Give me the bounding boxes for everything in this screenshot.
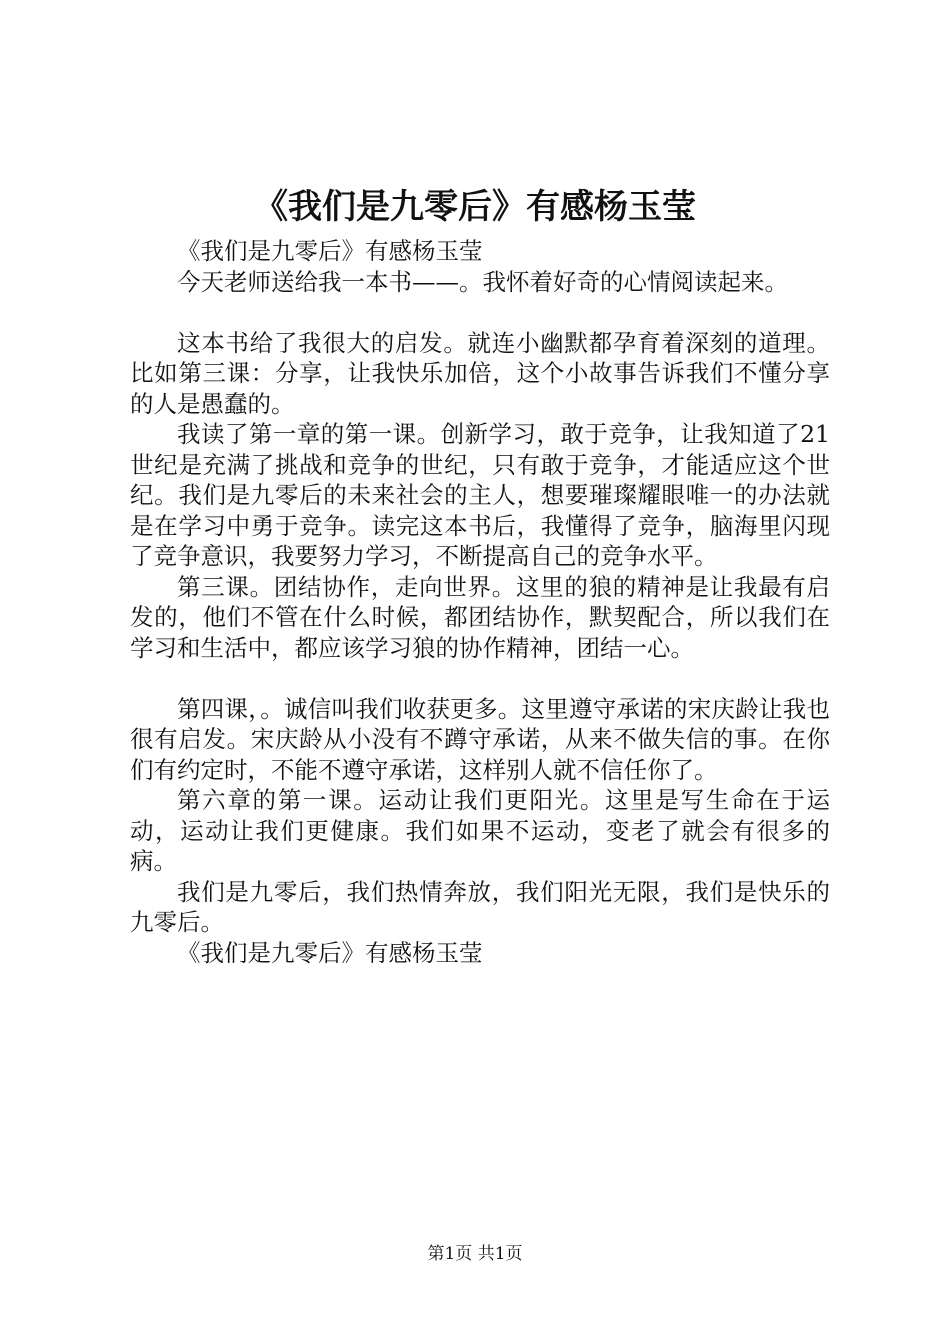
paragraph-integrity: 第四课，。诚信叫我们收获更多。这里遵守承诺的宋庆龄让我也很有启发。宋庆龄从小没有不蹲守承诺，从来不做失信的事。在你们有约定时，不能不遵守承诺，这样别人就不信任你了。 [130,694,830,784]
paragraph-spacer [130,297,830,328]
paragraph-exercise: 第六章的第一课。运动让我们更阳光。这里是写生命在于运动，运动让我们更健康。我们如果不运动，变老了就会有很多的病。 [130,786,830,875]
page-title: 《我们是九零后》有感杨玉莹 [254,187,696,227]
page-footer: 第1页 共1页 [427,1244,523,1264]
paragraph-competition: 我读了第一章的第一课。创新学习，敢于竞争，让我知道了21世纪是充满了挑战和竞争的世纪，只有敢于竞争，才能适应这个世纪。我们是九零后的未来社会的主人，想要璀璨耀眼唯一的办法就是在学习中勇于竞争。读完这本书后，我懂得了竞争，脑海里闪现了竞争意识，我要努力学习，不断提高自己的竞争水平。 [130,420,830,570]
paragraph-spacer [130,663,830,694]
document-body [130,236,830,968]
paragraph-conclusion: 我们是九零后，我们热情奔放，我们阳光无限，我们是快乐的九零后。 [130,877,830,936]
paragraph-repeat-title: 《我们是九零后》有感杨玉莹 [177,237,483,265]
paragraph-teamwork: 第三课。团结协作，走向世界。这里的狼的精神是让我最有启发的，他们不管在什么时候，都团结协作，默契配合，所以我们在学习和生活中，都应该学习狼的协作精神，团结一心。 [130,572,830,662]
paragraph-intro: 今天老师送给我一本书——。我怀着好奇的心情阅读起来。 [177,267,788,296]
paragraph-inspiration: 这本书给了我很大的启发。就连小幽默都孕育着深刻的道理。比如第三课：分享，让我快乐加倍，这个小故事告诉我们不懂分享的人是愚蠢的。 [130,328,830,418]
paragraph-closing-title: 《我们是九零后》有感杨玉莹 [177,938,483,967]
